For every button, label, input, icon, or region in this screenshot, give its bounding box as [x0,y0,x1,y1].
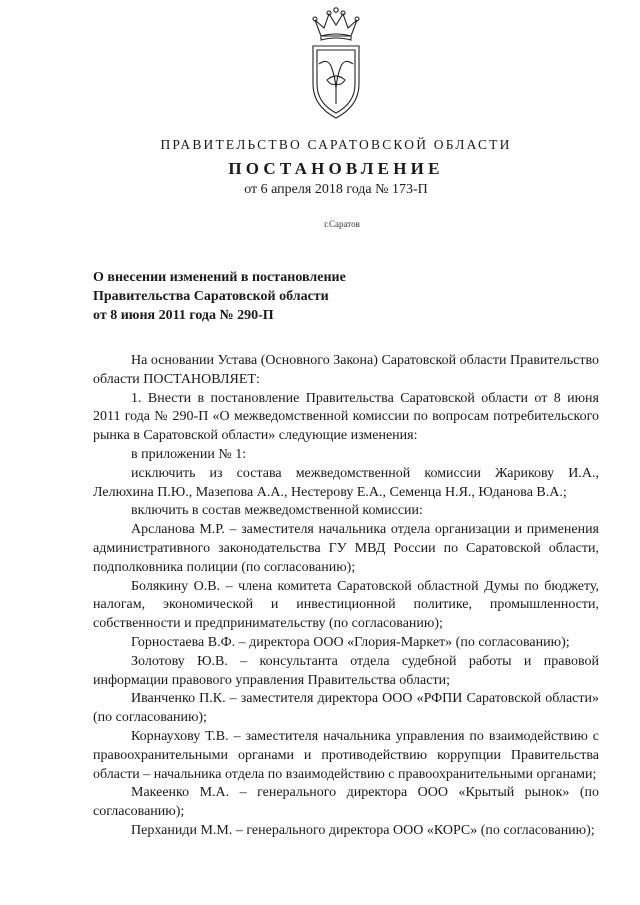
paragraph: включить в состав межведомственной комиссии: [131,503,423,519]
subject-line: Правительства Саратовской области [93,289,329,304]
government-title: ПРАВИТЕЛЬСТВО САРАТОВСКОЙ ОБЛАСТИ [160,137,512,152]
paragraph: исключить из состава межведомственной комиссии Жарикову И.А., Лелюхина П.Ю., Мазепова А.А., Нестерову Е.А., Семенца Н.Я., Юданова В.А.; [93,465,599,500]
paragraph: в приложении № 1: [131,446,247,462]
city: г.Саратов [324,219,360,229]
paragraph: Болякину О.В. – члена комитета Саратовской областной Думы по бюджету, налогам, экономической и инвестиционной политике, промышленности, собственности и предпринимательству (по согласованию); [93,578,599,632]
paragraph: Горностаева В.Ф. – директора ООО «Глория-Маркет» (по согласованию); [131,634,570,650]
paragraph: Иванченко П.К. – заместителя директора ООО «РФПИ Саратовской области» (по согласованию); [93,691,599,726]
paragraph: Корнаухову Т.В. – заместителя начальника управления по взаимодействию с правоохранительными органами и противодействию коррупции Правительства области – начальника отдела по взаимодействию с правоохранительными органами; [93,728,599,782]
paragraph: 1. Внести в постановление Правительства Саратовской области от 8 июня 2011 года № 290-П «О межведомственной комиссии по вопросам потребительского рынка в Саратовской области» следующие изменения: [93,390,599,444]
saratov-coat-of-arms-icon [305,6,367,122]
document-type: ПОСТАНОВЛЕНИЕ [228,159,444,178]
document-body [93,352,599,841]
paragraph: Перханиди М.М. – генерального директора ООО «КОРС» (по согласованию); [131,822,595,838]
paragraph: Арсланова М.Р. – заместителя начальника отдела организации и применения административного законодательства ГУ МВД России по Саратовской области, подполковника полиции (по согласованию); [93,522,599,575]
subject-heading [93,268,433,325]
paragraph: Макеенко М.А. – генерального директора ООО «Крытый рынок» (по согласованию); [93,785,599,820]
paragraph: Золотову Ю.В. – консультанта отдела судебной работы и правовой информации правового управления Правительства области; [93,653,599,688]
subject-line: от 8 июня 2011 года № 290-П [93,308,274,323]
date-number: от 6 апреля 2018 года № 173-П [244,182,428,197]
paragraph: На основании Устава (Основного Закона) Саратовской области Правительство области ПОСТАНОВЛЯЕТ: [93,353,599,387]
subject-line: О внесении изменений в постановление [93,270,346,285]
